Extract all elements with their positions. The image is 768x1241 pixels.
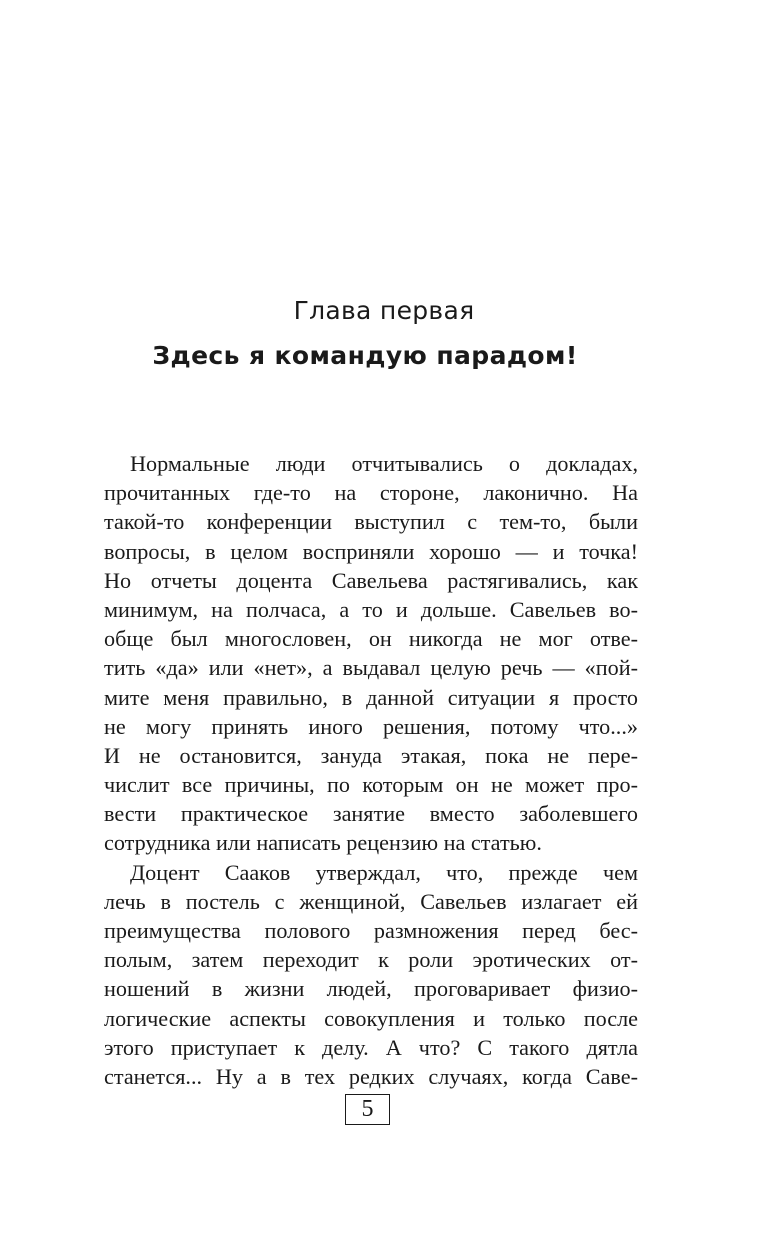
- text-line: И не остановится, зануда этакая, пока не пере-: [104, 742, 638, 768]
- text-line: минимум, на полчаса, а то и дольше. Савельев во-: [104, 596, 638, 622]
- text-line: сотрудника или написать рецензию на статью.: [104, 830, 542, 856]
- text-line: полым, затем переходит к роли эротических от-: [104, 947, 638, 973]
- text-line: прочитанных где-то на стороне, лаконично. На: [104, 480, 638, 506]
- text-line: вопросы, в целом восприняли хорошо — и точка!: [104, 538, 638, 564]
- paragraph: [104, 858, 638, 1092]
- chapter-number: Глава первая: [293, 296, 475, 325]
- text-line: вести практическое занятие вместо заболевшего: [104, 801, 638, 827]
- body-text: [104, 449, 638, 1091]
- text-line: тить «да» или «нет», а выдавал целую речь — «пой-: [104, 655, 638, 681]
- text-line: этого приступает к делу. А что? С такого дятла: [104, 1034, 638, 1060]
- text-line: не могу принять иного решения, потому что...»: [104, 713, 638, 739]
- text-line: Доцент Сааков утверждал, что, прежде чем: [130, 859, 638, 885]
- chapter-title: Здесь я командую парадом!: [152, 341, 578, 370]
- text-line: мите меня правильно, в данной ситуации я просто: [104, 684, 638, 710]
- text-line: ношений в жизни людей, проговаривает физио-: [104, 976, 638, 1002]
- text-line: обще был многословен, он никогда не мог отве-: [104, 626, 638, 652]
- text-line: преимущества полового размножения перед бес-: [104, 918, 638, 943]
- text-line: логические аспекты совокупления и только после: [104, 1005, 638, 1031]
- page-number: 5: [345, 1094, 390, 1125]
- text-line: станется... Ну а в тех редких случаях, когда Саве-: [104, 1063, 638, 1089]
- text-line: такой-то конференции выступил с тем-то, были: [104, 509, 638, 535]
- text-line: числит все причины, по которым он не может про-: [104, 772, 638, 798]
- text-line: Нормальные люди отчитывались о докладах,: [130, 451, 638, 476]
- text-line: лечь в постель с женщиной, Савельев излагает ей: [104, 888, 638, 914]
- text-line: Но отчеты доцента Савельева растягивались, как: [104, 567, 638, 593]
- paragraph: [104, 449, 638, 858]
